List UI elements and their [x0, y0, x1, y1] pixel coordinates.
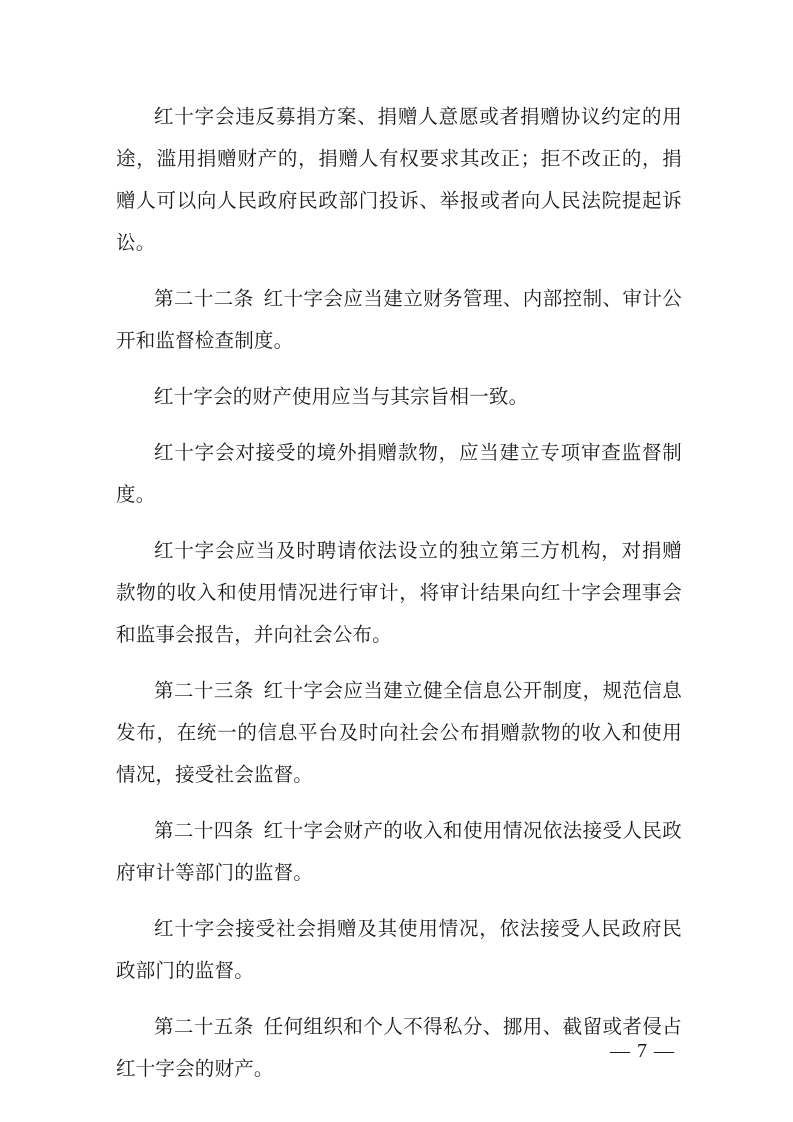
paragraph: [116, 432, 682, 516]
document-body: [116, 96, 682, 1104]
article-number: 第二十二条: [154, 287, 254, 310]
article-number: 第二十三条: [154, 679, 254, 702]
page-number: — 7 —: [610, 1040, 675, 1062]
paragraph-text: 红十字会对接受的境外捐赠款物，应当建立专项审查监督制度。: [116, 441, 682, 506]
paragraph-text: 红十字会接受社会捐赠及其使用情况，依法接受人民政府民政部门的监督。: [116, 917, 682, 982]
paragraph-text: 红十字会财产的收入和使用情况依法接受人民政府审计等部门的监督。: [116, 819, 682, 884]
paragraph: [116, 670, 682, 796]
article-number: 第二十五条: [154, 1015, 254, 1038]
paragraph-text: 任何组织和个人不得私分、挪用、截留或者侵占红十字会的财产。: [116, 1015, 682, 1080]
paragraph: [116, 530, 682, 656]
paragraph-text: 红十字会应当建立财务管理、内部控制、审计公开和监督检查制度。: [116, 287, 682, 352]
paragraph-text: 红十字会的财产使用应当与其宗旨相一致。: [154, 385, 529, 408]
paragraph-text: 红十字会应当及时聘请依法设立的独立第三方机构，对捐赠款物的收入和使用情况进行审计，将审计结果向红十字会理事会和监事会报告，并向社会公布。: [116, 539, 682, 646]
paragraph: [116, 278, 682, 362]
article-number: 第二十四条: [154, 819, 254, 842]
paragraph: [116, 1006, 682, 1090]
paragraph-text: 红十字会应当建立健全信息公开制度，规范信息发布，在统一的信息平台及时向社会公布捐赠款物的收入和使用情况，接受社会监督。: [116, 679, 682, 786]
paragraph: [116, 96, 682, 264]
paragraph-text: 红十字会违反募捐方案、捐赠人意愿或者捐赠协议约定的用途，滥用捐赠财产的，捐赠人有权要求其改正；拒不改正的，捐赠人可以向人民政府民政部门投诉、举报或者向人民法院提起诉讼。: [116, 105, 682, 254]
paragraph: [116, 908, 682, 992]
paragraph: [116, 810, 682, 894]
paragraph: [116, 376, 682, 418]
